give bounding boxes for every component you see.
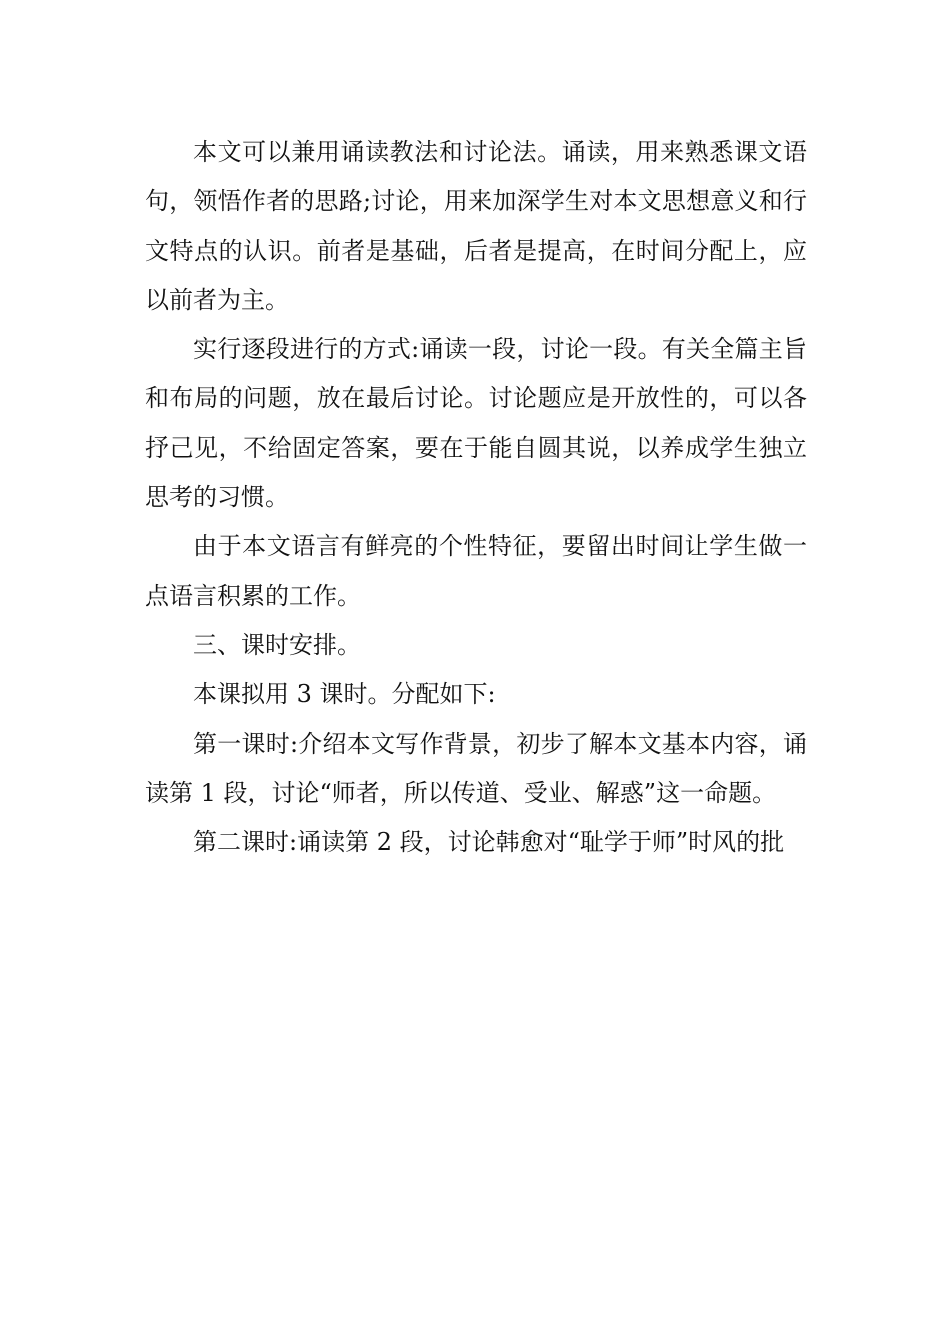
paragraph-schedule-intro: 本课拟用 3 课时。分配如下:: [193, 680, 496, 709]
paragraph-language-accumulation: 由于本文语言有鲜亮的个性特征，要留出时间让学生做一点语言积累的工作。: [145, 532, 807, 610]
paragraph-second-lesson: 第二课时:诵读第 2 段，讨论韩愈对“耻学于师”时风的批: [193, 828, 785, 857]
paragraph-first-lesson: 第一课时:介绍本文写作背景，初步了解本文基本内容，诵读第 1 段，讨论“师者，所以传道、受业、解惑”这一命题。: [145, 729, 807, 807]
section-heading-schedule: 三、课时安排。: [193, 630, 361, 659]
paragraph-teaching-methods: 本文可以兼用诵读教法和讨论法。诵读，用来熟悉课文语句，领悟作者的思路;讨论，用来加深学生对本文思想意义和行文特点的认识。前者是基础，后者是提高，在时间分配上，应以前者为主。: [145, 138, 807, 314]
paragraph-section-approach: 实行逐段进行的方式:诵读一段，讨论一段。有关全篇主旨和布局的问题，放在最后讨论。讨论题应是开放性的，可以各抒己见，不给固定答案，要在于能自圆其说，以养成学生独立思考的习惯。: [145, 335, 807, 512]
document-body: [145, 128, 807, 867]
